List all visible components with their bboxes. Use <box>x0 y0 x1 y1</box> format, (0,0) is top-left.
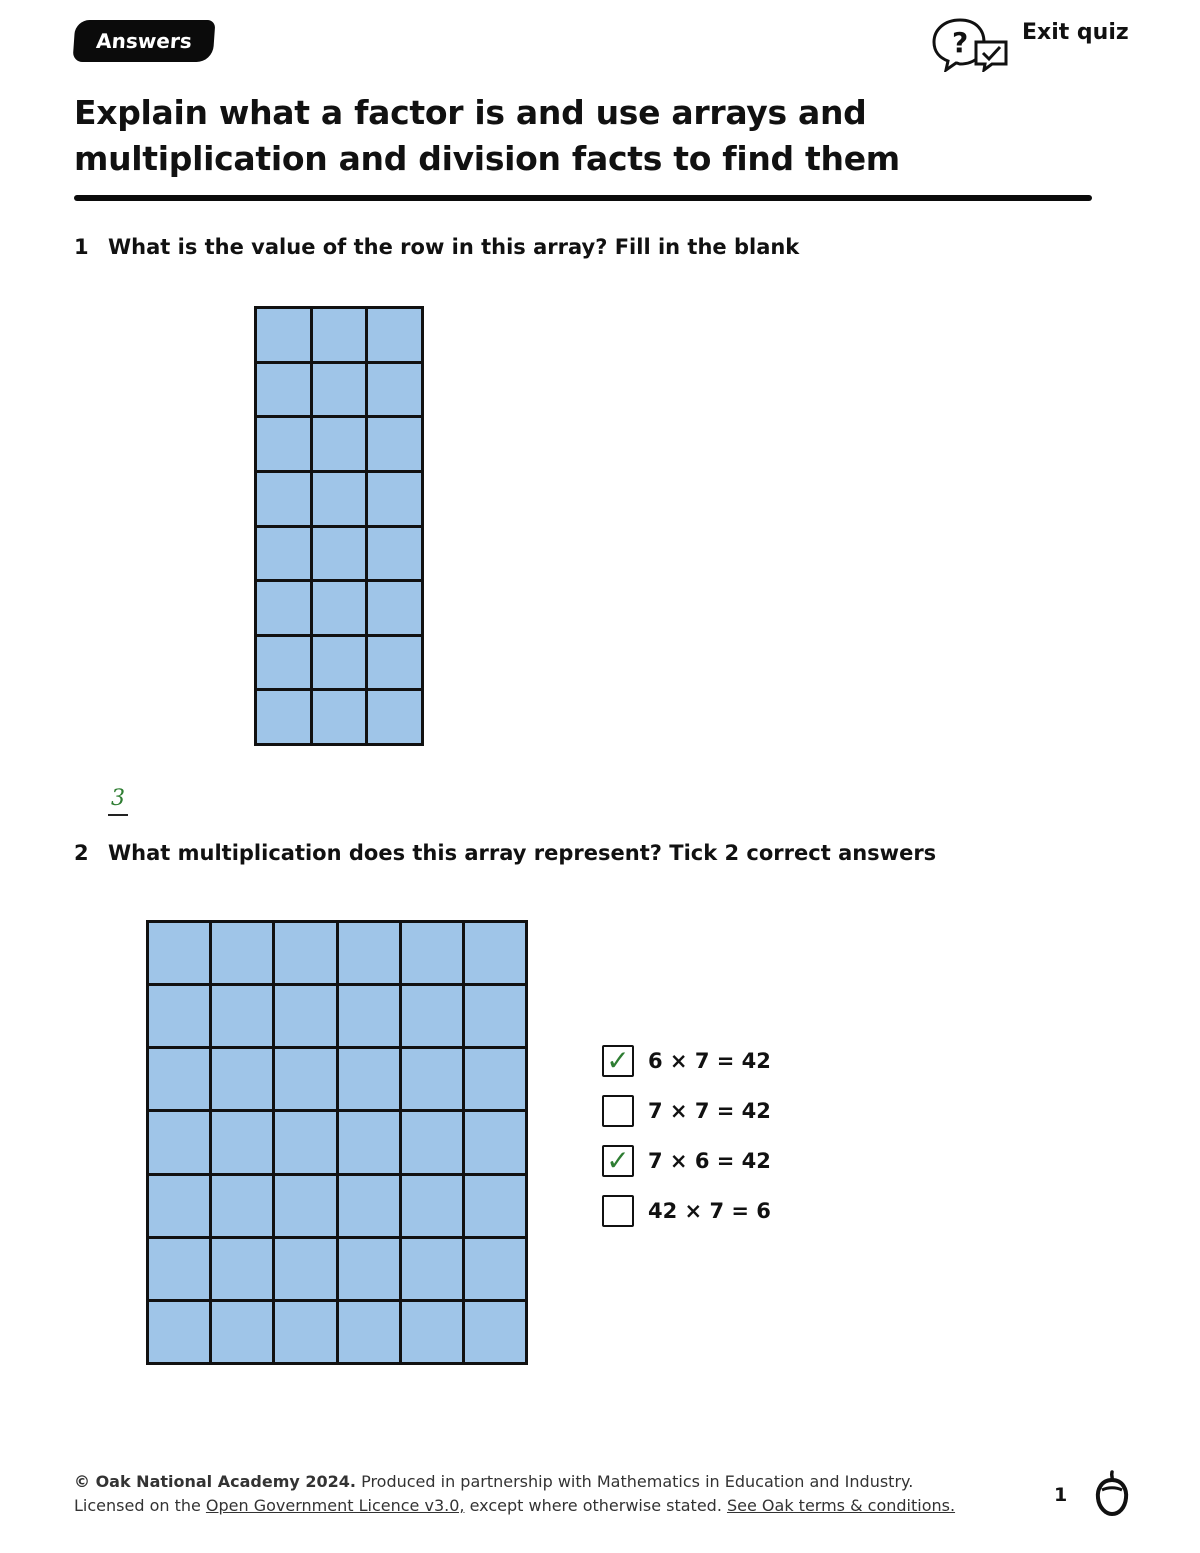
array-cell <box>402 1239 462 1299</box>
question-2-text-end: correct answers <box>739 841 937 865</box>
array-cell <box>257 364 310 416</box>
array-cell <box>275 1112 335 1172</box>
footer-produced: Produced in partnership with Mathematics in Education and Industry. <box>355 1472 914 1491</box>
array-cell <box>149 1176 209 1236</box>
array-cell <box>257 528 310 580</box>
question-1-array <box>254 306 424 746</box>
array-cell <box>368 691 421 743</box>
question-2-text <box>108 841 936 865</box>
array-cell <box>402 923 462 983</box>
array-cell <box>465 1112 525 1172</box>
footer-licensed-middle: except where otherwise stated. <box>464 1496 727 1515</box>
option-checkbox[interactable] <box>602 1045 634 1077</box>
answer-option[interactable] <box>602 1193 771 1229</box>
answer-option[interactable] <box>602 1093 771 1129</box>
question-2-tick-count: 2 <box>724 841 740 865</box>
array-cell <box>275 1239 335 1299</box>
array-cell <box>149 1112 209 1172</box>
array-cell <box>339 1112 399 1172</box>
array-cell <box>257 418 310 470</box>
array-cell <box>402 986 462 1046</box>
check-mark-icon: ✓ <box>606 1144 630 1177</box>
array-cell <box>313 473 366 525</box>
terms-link[interactable]: See Oak terms & conditions. <box>726 1496 956 1515</box>
array-cell <box>368 418 421 470</box>
option-label: 7 × 6 = 42 <box>648 1149 771 1173</box>
array-cell <box>149 1302 209 1362</box>
svg-text:?: ? <box>952 26 969 59</box>
array-cell <box>149 986 209 1046</box>
question-2-number: 2 <box>74 841 89 865</box>
array-cell <box>402 1112 462 1172</box>
footer-copyright: © Oak National Academy 2024. <box>74 1472 356 1491</box>
array-cell <box>212 1176 272 1236</box>
answers-tag: Answers <box>73 20 216 62</box>
array-cell <box>465 1049 525 1109</box>
array-cell <box>275 1049 335 1109</box>
array-cell <box>339 1239 399 1299</box>
footer-licensed-prefix: Licensed on the <box>74 1496 206 1515</box>
array-cell <box>212 1239 272 1299</box>
question-1-number: 1 <box>74 235 89 259</box>
exit-quiz-label: Exit quiz <box>1022 20 1129 45</box>
array-cell <box>465 986 525 1046</box>
array-cell <box>275 986 335 1046</box>
array-cell <box>149 1049 209 1109</box>
answer-option[interactable] <box>602 1043 771 1079</box>
oak-acorn-icon <box>1094 1468 1130 1516</box>
option-checkbox[interactable] <box>602 1145 634 1177</box>
array-cell <box>257 473 310 525</box>
array-cell <box>368 309 421 361</box>
array-cell <box>465 1302 525 1362</box>
array-cell <box>402 1049 462 1109</box>
array-cell <box>402 1302 462 1362</box>
option-label: 6 × 7 = 42 <box>648 1049 771 1073</box>
array-cell <box>339 923 399 983</box>
array-cell <box>212 923 272 983</box>
array-cell <box>313 691 366 743</box>
footer-line-1 <box>74 1470 955 1494</box>
array-cell <box>465 1239 525 1299</box>
array-cell <box>257 637 310 689</box>
answer-option[interactable] <box>602 1143 771 1179</box>
array-cell <box>402 1176 462 1236</box>
array-cell <box>368 528 421 580</box>
array-cell <box>339 1176 399 1236</box>
array-cell <box>368 637 421 689</box>
licence-link[interactable]: Open Government Licence v3.0, <box>205 1496 465 1515</box>
array-cell <box>465 1176 525 1236</box>
array-cell <box>313 637 366 689</box>
array-cell <box>339 986 399 1046</box>
array-cell <box>313 528 366 580</box>
array-cell <box>313 309 366 361</box>
array-cell <box>368 364 421 416</box>
page-number: 1 <box>1054 1484 1068 1506</box>
title-divider <box>74 195 1092 201</box>
array-cell <box>368 473 421 525</box>
array-cell <box>149 1239 209 1299</box>
array-cell <box>275 1176 335 1236</box>
page-title: Explain what a factor is and use arrays and multiplication and division facts to find them <box>74 93 900 178</box>
option-label: 7 × 7 = 42 <box>648 1099 771 1123</box>
footer-credits <box>74 1470 955 1518</box>
option-checkbox[interactable] <box>602 1095 634 1127</box>
array-cell <box>313 418 366 470</box>
array-cell <box>313 364 366 416</box>
array-cell <box>212 1302 272 1362</box>
array-cell <box>212 1049 272 1109</box>
option-label: 42 × 7 = 6 <box>648 1199 771 1223</box>
array-cell <box>257 582 310 634</box>
array-cell <box>368 582 421 634</box>
array-cell <box>275 923 335 983</box>
question-speech-bubble-icon <box>930 16 1010 72</box>
array-cell <box>339 1049 399 1109</box>
option-checkbox[interactable] <box>602 1195 634 1227</box>
array-cell <box>275 1302 335 1362</box>
question-1-text: What is the value of the row in this array? Fill in the blank <box>108 235 800 259</box>
question-1-answer-blank[interactable]: 3 <box>108 784 128 816</box>
array-cell <box>339 1302 399 1362</box>
check-mark-icon: ✓ <box>606 1044 630 1077</box>
array-cell <box>257 691 310 743</box>
array-cell <box>465 923 525 983</box>
array-cell <box>149 923 209 983</box>
question-2-array <box>146 920 528 1365</box>
array-cell <box>212 986 272 1046</box>
question-2-text-start: What multiplication does this array represent? Tick <box>108 841 725 865</box>
footer-line-2 <box>74 1494 955 1518</box>
array-cell <box>212 1112 272 1172</box>
array-cell <box>257 309 310 361</box>
array-cell <box>313 582 366 634</box>
